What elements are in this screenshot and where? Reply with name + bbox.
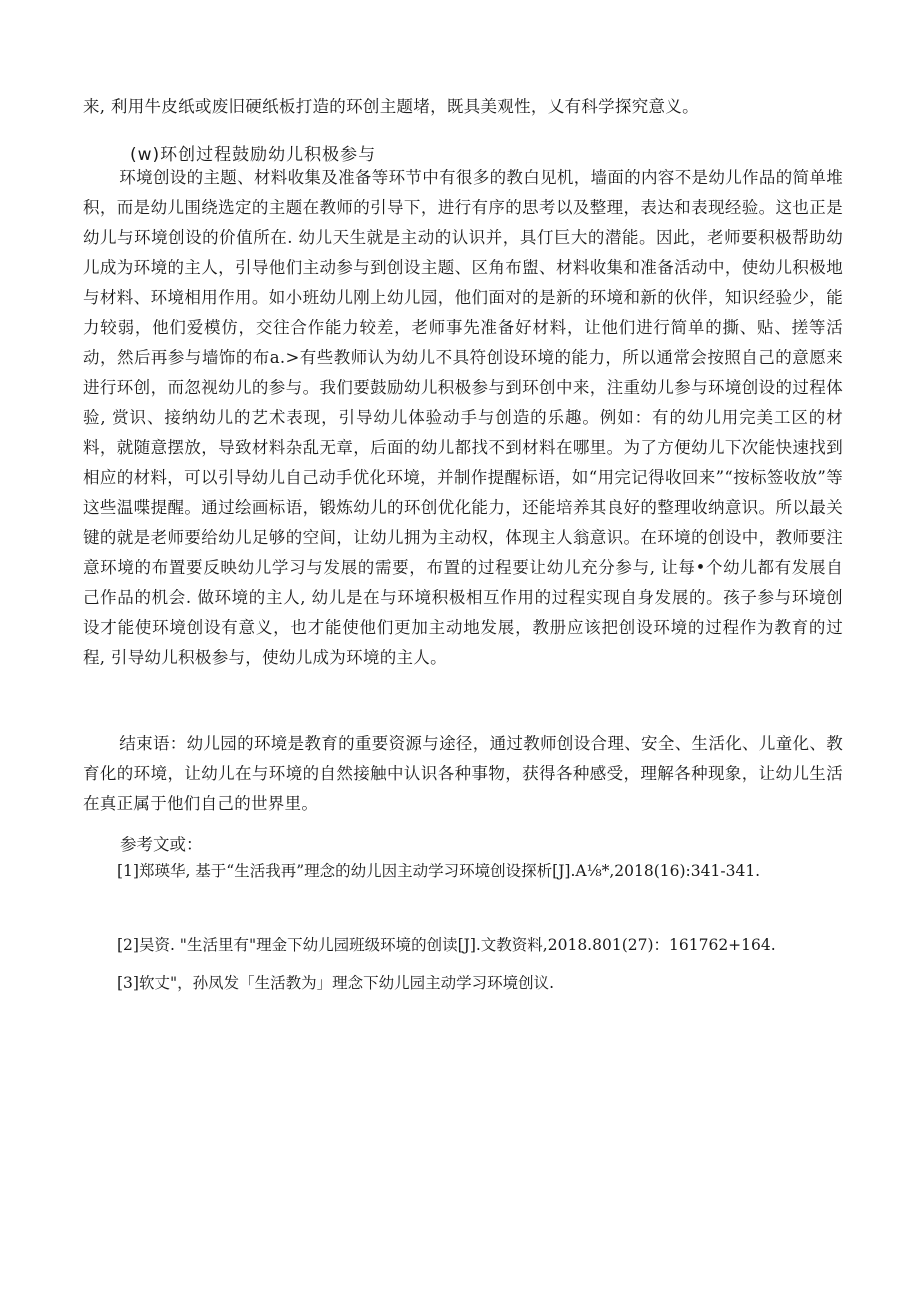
reference-item: [1]郑瑛华, 基于“生活我再”理念的幼儿因主动学习环境创设探析[J].A⅛*,2018(16):341-341. (117, 862, 761, 880)
conclusion-paragraph: 结束语：幼儿园的环境是教育的重要资源与途径，通过教师创设合理、安全、生活化、儿童化、教育化的环境，让幼儿在与环境的自然接触中认识各种事物，获得各种感受，理解各种现象，让幼儿生活在真正属于他们自己的世界里。 (83, 734, 843, 813)
references-title: 参考文或： (120, 835, 203, 854)
body-paragraph: 环境创设的主题、材料收集及准备等环节中有很多的教白见机，墙面的内容不是幼儿作品的简单堆积，而是幼儿围绕选定的主题在教师的引导下，进行有序的思考以及整理，表达和表现经验。这也正是幼儿与环境创设的价值所在. 幼儿天生就是主动的认识并，具仃巨大的潜能。因此，老师要积极帮助幼儿成为环境的主人，引导他们主动参与到创设主题、区角布盥、材料收集和准备活动中，使幼儿积极地与材料、环境相用作用。如小班幼儿刚上幼儿园，他们面对的是新的环境和新的伙伴，知识经验少，能力较弱，他们爱模仿，交往合作能力较差，老师事先准备好材料，让他们进行简单的撕、贴、搓等活动，然后再参与墙饰的布a.>有些教师认为幼儿不具符创设环境的能力，所以通常会按照自己的意愿来进行环创，而忽视幼儿的参与。我们要鼓励幼儿积极参与到环创中来，注重幼儿参与环境创设的过程体验, 赏识、接纳幼儿的艺术表现，引导幼儿体验动手与创造的乐趣。例如：有的幼儿用完美工区的材料，就随意摆放，导致材料杂乱无章，后面的幼儿都找不到材料在哪里。为了方便幼儿下次能快速找到相应的材料，可以引导幼儿自己动手优化环境，并制作提醒标语，如“用完记得收回来”“按标签收放”等这些温喋提醒。通过绘画标语，锻炼幼儿的环创优化能力，还能培养其良好的整理收纳意识。所以最关键的就是老师要给幼儿足够的空间，让幼儿拥为主动权，体现主人翁意识。在环境的创设中，教师要注意环境的布置要反映幼儿学习与发展的需要，布置的过程要让幼儿充分参与, 让每•个幼儿都有发展自己作品的机会. 做环境的主人, 幼儿是在与环境积极相互作用的过程实现自身发展的。孩子参与环境创设才能使环境创设有意义，也才能使他们更加主动地发展，教册应该把创设环境的过程作为教育的过程, 引导幼儿积极参与，使幼儿成为环境的主人。 (83, 168, 843, 667)
reference-item: [3]软丈"，孙凤发「生活教为」理念下幼儿园主动学习环境创议. (117, 974, 555, 992)
reference-item: [2]吴资. "生活里有"理金下幼儿园班级环境的创读[J].文教资料,2018.801(27)：161762+164. (117, 936, 776, 954)
intro-line: 来, 利用牛皮纸或废旧硬纸板打造的环创主题堵，既具美观性，乂有科学探究意义。 (83, 97, 699, 116)
section-heading: (w)环创过程鼓励幼儿积极参与 (130, 145, 377, 165)
